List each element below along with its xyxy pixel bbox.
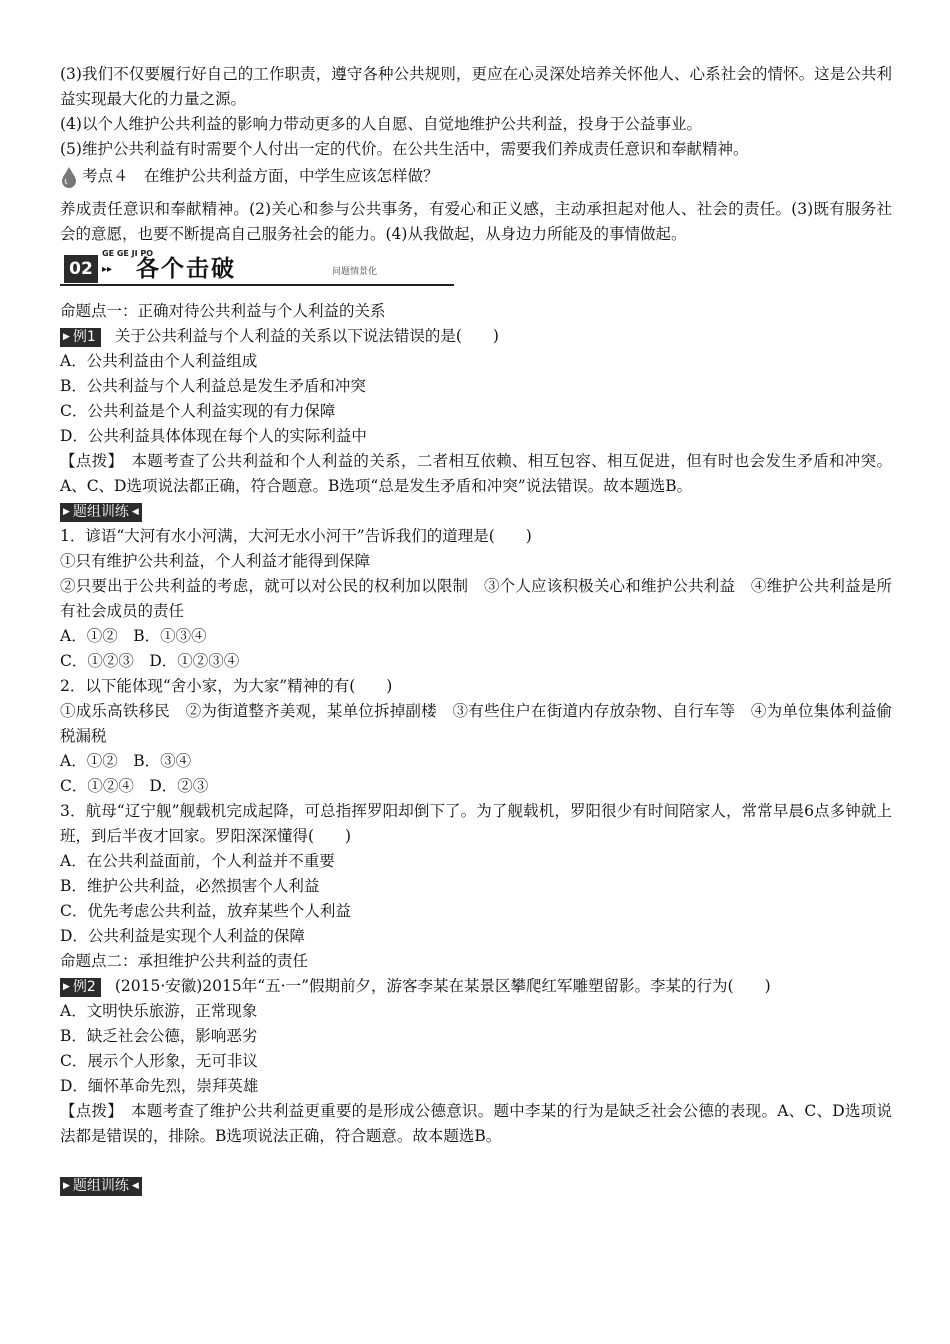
document-content xyxy=(60,62,892,1198)
example2-label: 例2 xyxy=(72,978,96,995)
example1-option-c: C．公共利益是个人利益实现的有力保障 xyxy=(60,402,336,420)
q3-option-d: D．公共利益是实现个人利益的保障 xyxy=(60,927,305,945)
q2-choices-2: C．①②④ D．②③ xyxy=(60,777,209,795)
example2-question-row xyxy=(60,974,892,999)
section-number: 02 xyxy=(64,255,98,283)
q3-option-b: B．维护公共利益，必然损害个人利益 xyxy=(60,877,320,895)
section-banner xyxy=(60,251,892,289)
q2-stem: 2．以下能体现“舍小家，为大家”精神的有( ) xyxy=(60,677,393,695)
example2-option-a: A．文明快乐旅游，正常现象 xyxy=(60,1002,258,1020)
q2-item-1: ①成乐高铁移民 ②为街道整齐美观，某单位拆掉副楼 ③有些住户在街道内存放杂物、自行车等 ④为单位集体利益偷税漏税 xyxy=(60,702,892,745)
q1-choices-2: C．①②③ D．①②③④ xyxy=(60,652,240,670)
group-training-label: 题组训练 xyxy=(72,503,129,520)
example2-question: (2015·安徽)2015年“五·一”假期前夕，游客李某在某景区攀爬红军雕塑留影。李某的行为( ) xyxy=(114,977,771,995)
play-triangle-icon: ▶ xyxy=(63,331,70,342)
section-pinyin: GE GE JI PO xyxy=(102,249,154,258)
intro-point-4: (4)以个人维护公共利益的影响力带动更多的人自愿、自觉地维护公共利益，投身于公益事业。 xyxy=(60,115,702,133)
topic1-title: 命题点一：正确对待公共利益与个人利益的关系 xyxy=(60,302,386,320)
example2-option-c: C．展示个人形象，无可非议 xyxy=(60,1052,258,1070)
q1-item-1: ①只有维护公共利益，个人利益才能得到保障 xyxy=(60,552,371,570)
section-rule xyxy=(60,284,454,286)
example1-option-a: A．公共利益由个人利益组成 xyxy=(60,352,258,370)
example1-hint: 【点拨】 本题考查了公共利益和个人利益的关系，二者相互依赖、相互包容、相互促进，但有时也会发生矛盾和冲突。A、C、D选项说法都正确，符合题意。B选项“总是发生矛盾和冲突”说法错误。故本题选B。 xyxy=(60,452,892,495)
example2-hint: 【点拨】 本题考查了维护公共利益更重要的是形成公德意识。题中李某的行为是缺乏社会公德的表现。A、C、D选项说法都是错误的，排除。B选项说法正确，符合题意。故本题选B。 xyxy=(60,1102,892,1145)
play-triangle-icon: ▶ xyxy=(63,981,70,992)
kaodian4-title: 考点４ 在维护公共利益方面，中学生应该怎样做？ xyxy=(82,167,439,185)
play-triangle-icon: ▶ xyxy=(63,1180,70,1191)
reverse-triangle-icon: ◀ xyxy=(131,1180,139,1191)
group-training-row-2 xyxy=(60,1173,892,1198)
group-training-tag-2 xyxy=(60,1177,142,1196)
kaodian4-answer: 养成责任意识和奉献精神。(2)关心和参与公共事务，有爱心和正义感，主动承担起对他人、社会的责任。(3)既有服务社会的意愿，也要不断提高自己服务社会的能力。(4)从我做起，从身边力所能及的事情做起。 xyxy=(60,200,892,243)
example1-option-b: B．公共利益与个人利益总是发生矛盾和冲突 xyxy=(60,377,366,395)
example2-option-b: B．缺乏社会公德，影响恶劣 xyxy=(60,1027,258,1045)
reverse-triangle-icon: ◀ xyxy=(131,506,139,517)
group-training-tag xyxy=(60,503,142,522)
example1-question: 关于公共利益与个人利益的关系以下说法错误的是( ) xyxy=(114,327,499,345)
q3-option-c: C．优先考虑公共利益，放弃某些个人利益 xyxy=(60,902,351,920)
intro-point-3: (3)我们不仅要履行好自己的工作职责，遵守各种公共规则，更应在心灵深处培养关怀他人、心系社会的情怀。这是公共利益实现最大化的力量之源。 xyxy=(60,65,892,108)
example1-question-row xyxy=(60,324,892,349)
example2-option-d: D．缅怀革命先烈，崇拜英雄 xyxy=(60,1077,259,1095)
play-triangle-icon: ▶ xyxy=(63,506,70,517)
example1-label: 例1 xyxy=(72,328,96,345)
q1-choices-1: A．①② B．①③④ xyxy=(60,627,207,645)
example2-tag xyxy=(60,978,101,997)
q3-option-a: A．在公共利益面前，个人利益并不重要 xyxy=(60,852,335,870)
water-drop-icon xyxy=(60,166,78,188)
topic2-title: 命题点二：承担维护公共利益的责任 xyxy=(60,952,309,970)
example1-tag xyxy=(60,328,101,347)
q1-item-2: ②只要出于公共利益的考虑，就可以对公民的权利加以限制 ③个人应该积极关心和维护公共利益 ④维护公共利益是所有社会成员的责任 xyxy=(60,577,892,620)
kaodian4-heading xyxy=(60,164,892,189)
double-arrow-icon: ▸▸ xyxy=(102,264,113,275)
section-subtitle: 问题情景化 xyxy=(332,267,378,277)
section-title: 各个击破 xyxy=(136,256,236,282)
group-training-row-1 xyxy=(60,499,892,524)
q2-choices-1: A．①② B．③④ xyxy=(60,752,192,770)
example1-option-d: D．公共利益具体体现在每个人的实际利益中 xyxy=(60,427,367,445)
intro-point-5: (5)维护公共利益有时需要个人付出一定的代价。在公共生活中，需要我们养成责任意识和奉献精神。 xyxy=(60,140,749,158)
q1-stem: 1．谚语“大河有水小河满，大河无水小河干”告诉我们的道理是( ) xyxy=(60,527,532,545)
group-training-label-2: 题组训练 xyxy=(72,1177,129,1194)
q3-stem: 3．航母“辽宁舰”舰载机完成起降，可总指挥罗阳却倒下了。为了舰载机，罗阳很少有时间陪家人，常常早晨6点多钟就上班，到后半夜才回家。罗阳深深懂得( ) xyxy=(60,802,892,845)
